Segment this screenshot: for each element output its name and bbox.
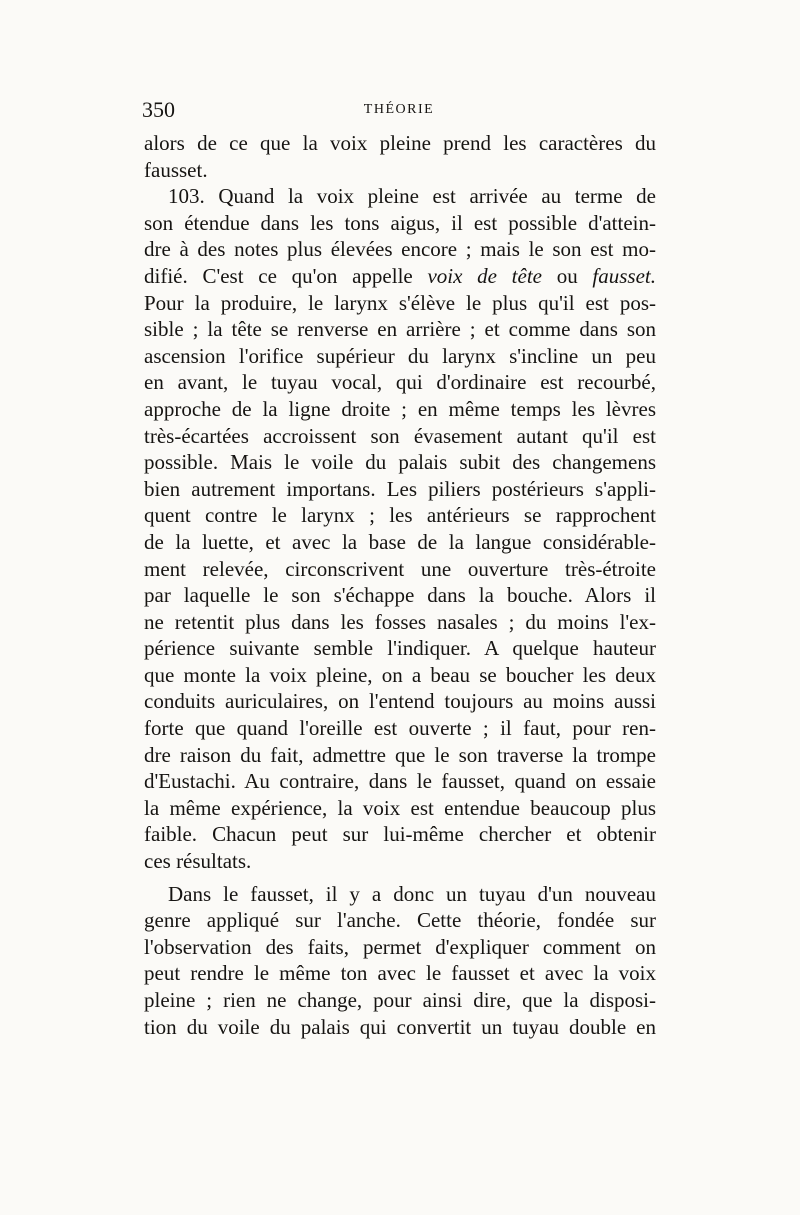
text-line: genre appliqué sur l'anche. Cette théorie, fondée sur (144, 908, 656, 933)
text-line: quent contre le larynx ; les antérieurs se rapprochent (144, 503, 656, 528)
paragraph-start-line: 103. Quand la voix pleine est arrivée au terme de (168, 184, 656, 209)
running-title: THÉORIE (363, 102, 435, 117)
body-text (144, 130, 656, 1040)
text-line: dre à des notes plus élevées encore ; mais le son est mo- (144, 237, 656, 262)
text-line: possible. Mais le voile du palais subit des changemens (144, 450, 656, 475)
text-line: ascension l'orifice supérieur du larynx s'incline un peu (144, 343, 656, 368)
text-line-with-italic-terms (144, 263, 656, 290)
text-segment: ou (541, 263, 593, 288)
text-line: ment relevée, circonscrivent une ouverture très-étroite (144, 556, 656, 581)
text-line: d'Eustachi. Au contraire, dans le fausset, quand on essaie (144, 769, 656, 794)
text-line: ces résultats. (144, 849, 252, 874)
text-line: par laquelle le son s'échappe dans la bouche. Alors il (144, 583, 656, 608)
text-line: la même expérience, la voix est entendue beaucoup plus (144, 795, 656, 820)
text-line: fausset. (144, 157, 208, 182)
text-line: dre raison du fait, admettre que le son traverse la trompe (144, 742, 656, 767)
text-line: conduits auriculaires, on l'entend toujours au moins aussi (144, 689, 656, 714)
text-line: pleine ; rien ne change, pour ainsi dire, que la disposi- (144, 988, 656, 1012)
text-line: alors de ce que la voix pleine prend les caractères du (144, 131, 656, 155)
paragraph-start-line: Dans le fausset, il y a donc un tuyau d'un nouveau (168, 881, 656, 906)
text-line: peut rendre le même ton avec le fausset et avec la voix (144, 961, 656, 986)
italic-term-voix-de-tete: voix de tête (427, 263, 542, 288)
page-number: 350 (142, 97, 175, 122)
text-line: en avant, le tuyau vocal, qui d'ordinaire est recourbé, (144, 370, 656, 395)
text-line: bien autrement importans. Les piliers postérieurs s'appli- (144, 476, 656, 501)
text-line: très-écartées accroissent son évasement autant qu'il est (144, 423, 656, 448)
text-line: son étendue dans les tons aigus, il est possible d'attein- (144, 210, 656, 235)
text-line: périence suivante semble l'indiquer. A quelque hauteur (144, 636, 656, 661)
text-line: Pour la produire, le larynx s'élève le plus qu'il est pos- (144, 290, 656, 315)
text-line: faible. Chacun peut sur lui-même chercher et obtenir (144, 822, 656, 847)
italic-term-fausset: fausset. (592, 263, 656, 288)
text-line: tion du voile du palais qui convertit un tuyau double en (144, 1014, 656, 1039)
text-line: ne retentit plus dans les fosses nasales ; du moins l'ex- (144, 609, 656, 634)
text-segment: difié. C'est ce qu'on appelle (144, 263, 428, 288)
text-line: de la luette, et avec la base de la langue considérable- (144, 529, 656, 554)
running-head (142, 96, 656, 124)
text-line: approche de la ligne droite ; en même temps les lèvres (144, 396, 656, 421)
text-line: que monte la voix pleine, on a beau se boucher les deux (144, 662, 656, 687)
text-line: forte que quand l'oreille est ouverte ; il faut, pour ren- (144, 716, 656, 741)
text-line: sible ; la tête se renverse en arrière ; et comme dans son (144, 317, 656, 342)
text-line: l'observation des faits, permet d'expliquer comment on (144, 934, 656, 959)
